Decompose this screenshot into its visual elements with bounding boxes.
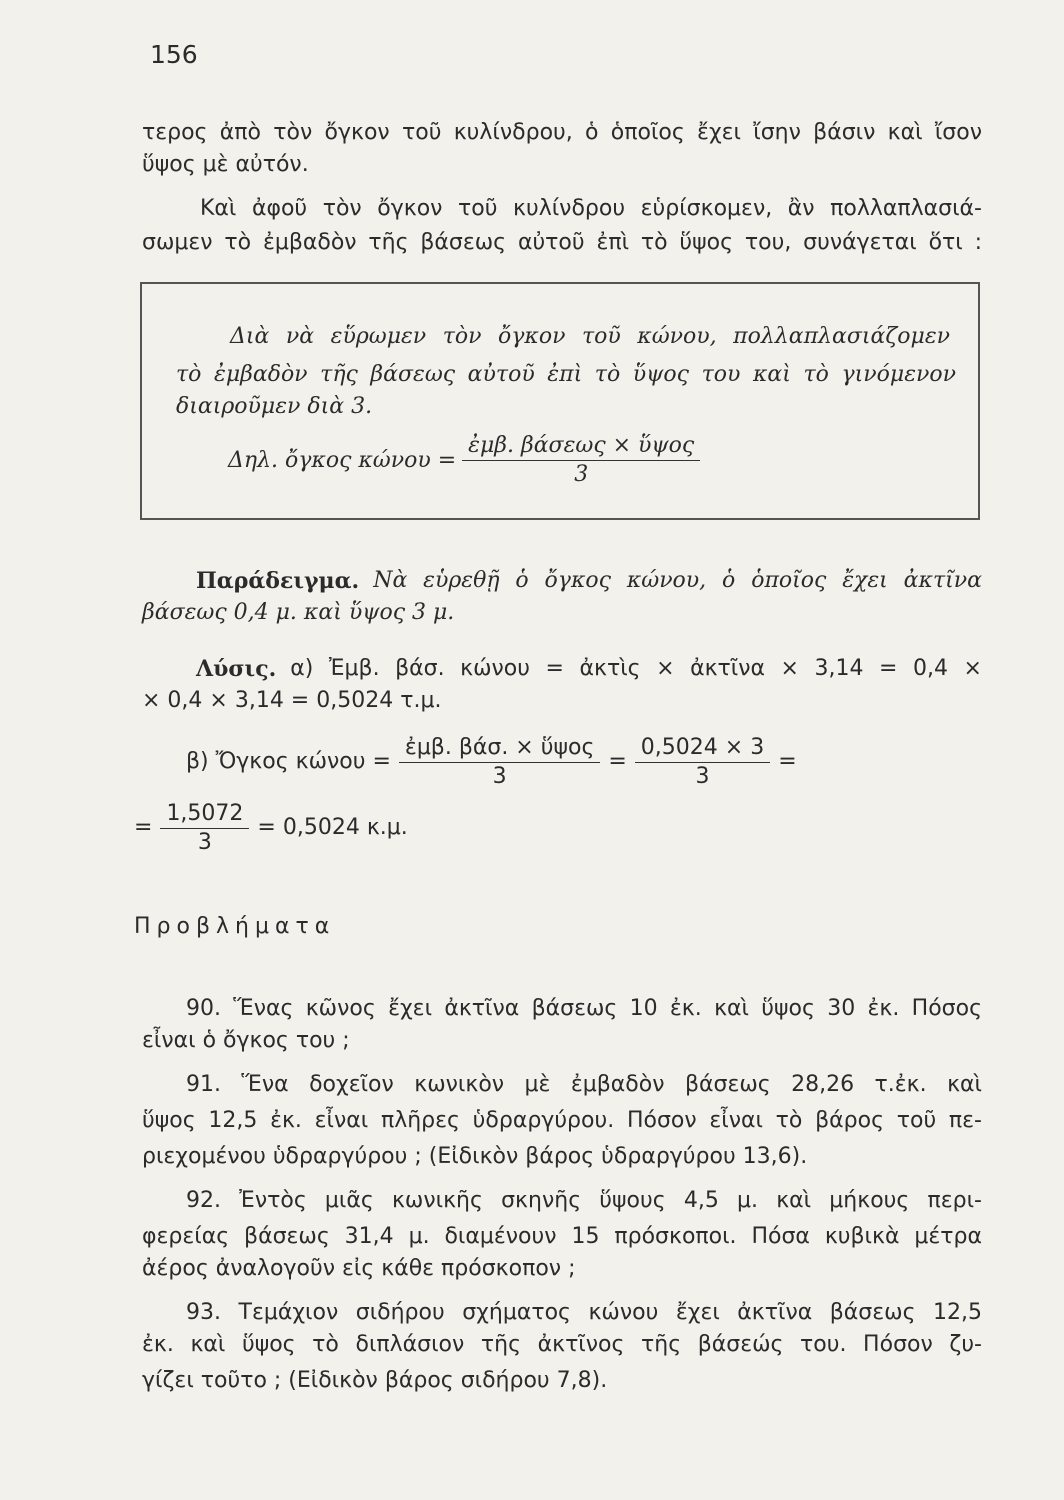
problem-91-line-1: 91. Ἕνα δοχεῖον κωνικὸν μὲ ἐμβαδὸν βάσεως 28,26 τ.ἐκ. καὶ bbox=[186, 1072, 982, 1097]
solution-b-fraction-2 bbox=[635, 734, 770, 791]
formula-lhs: Δηλ. ὄγκος κώνου = bbox=[228, 447, 457, 473]
rule-formula bbox=[228, 432, 700, 489]
formula-numerator: ἐμβ. βάσεως × ὕψος bbox=[462, 432, 700, 461]
solution-label: Λύσις. bbox=[196, 656, 277, 682]
example-label: Παράδειγμα. bbox=[196, 568, 360, 594]
equals-sign-trailing: = bbox=[778, 749, 797, 774]
problem-91-line-3: ριεχομένου ὑδραργύρου ; (Εἰδικὸν βάρος ὑδραργύρου 13,6). bbox=[142, 1144, 808, 1169]
problem-92-line-1: 92. Ἐντὸς μιᾶς κωνικῆς σκηνῆς ὕψους 4,5 μ. καὶ μήκους περι- bbox=[186, 1188, 982, 1213]
rule-line-3: διαιροῦμεν διὰ 3. bbox=[176, 394, 373, 419]
solution-c-result: = 0,5024 κ.μ. bbox=[257, 815, 408, 840]
problem-92-line-3: ἀέρος ἀναλογοῦν εἰς κάθε πρόσκοπον ; bbox=[142, 1256, 576, 1281]
intro-line-2: ὕψος μὲ αὐτόν. bbox=[142, 152, 309, 177]
fraction-1-denominator: 3 bbox=[492, 763, 507, 789]
problem-93-line-1: 93. Τεμάχιον σιδήρου σχήματος κώνου ἔχει ἀκτῖνα βάσεως 12,5 bbox=[186, 1300, 982, 1325]
problems-heading: Προβλήματα bbox=[134, 914, 336, 939]
problem-90-line-1: 90. Ἕνας κῶνος ἔχει ἀκτῖνα βάσεως 10 ἐκ. καὶ ὕψος 30 ἐκ. Πόσος bbox=[186, 996, 982, 1021]
problem-91-line-2: ὕψος 12,5 ἐκ. εἶναι πλῆρες ὑδραργύρου. Πόσον εἶναι τὸ βάρος τοῦ πε- bbox=[142, 1108, 982, 1133]
problem-93-line-3: γίζει τοῦτο ; (Εἰδικὸν βάρος σιδήρου 7,8). bbox=[142, 1368, 608, 1393]
equals-sign: = bbox=[608, 749, 627, 774]
intro-line-1: τερος ἀπὸ τὸν ὄγκον τοῦ κυλίνδρου, ὁ ὁποῖος ἔχει ἴσην βάσιν καὶ ἴσον bbox=[142, 120, 982, 145]
problem-93-line-2: ἐκ. καὶ ὕψος τὸ διπλάσιον τῆς ἀκτῖνος τῆς βάσεώς του. Πόσον ζυ- bbox=[142, 1332, 982, 1357]
solution-b-fraction-1 bbox=[399, 734, 600, 791]
solution-a-2: × 0,4 × 3,14 = 0,5024 τ.μ. bbox=[142, 688, 442, 713]
solution-c-fraction bbox=[160, 800, 249, 857]
example-line-1 bbox=[196, 566, 982, 596]
solution-line-1 bbox=[196, 654, 982, 684]
formula-denominator: 3 bbox=[574, 462, 589, 487]
page-number: 156 bbox=[150, 40, 198, 69]
fraction-3-denominator: 3 bbox=[197, 829, 212, 855]
fraction-1-numerator: ἐμβ. βάσ. × ὕψος bbox=[399, 734, 600, 763]
equals-sign-leading: = bbox=[134, 815, 153, 840]
problem-90-line-2: εἶναι ὁ ὄγκος του ; bbox=[142, 1028, 350, 1053]
rule-line-2: τὸ ἐμβαδὸν τῆς βάσεως αὐτοῦ ἐπὶ τὸ ὕψος του καὶ τὸ γινόμενον bbox=[176, 362, 956, 387]
intro-line-4: σωμεν τὸ ἐμβαδὸν τῆς βάσεως αὐτοῦ ἐπὶ τὸ ὕψος του, συνάγεται ὅτι : bbox=[142, 230, 982, 255]
problem-92-line-2: φερείας βάσεως 31,4 μ. διαμένουν 15 πρόσκοποι. Πόσα κυβικὰ μέτρα bbox=[142, 1224, 982, 1249]
solution-b-prefix: β) Ὄγκος κώνου = bbox=[186, 749, 391, 774]
rule-line-1: Διὰ νὰ εὕρωμεν τὸν ὄγκον τοῦ κώνου, πολλαπλασιάζομεν bbox=[230, 324, 950, 349]
formula-fraction bbox=[462, 432, 700, 489]
fraction-2-numerator: 0,5024 × 3 bbox=[635, 734, 770, 763]
solution-b bbox=[186, 730, 986, 794]
example-text-1: Νὰ εὑρεθῇ ὁ ὄγκος κώνου, ὁ ὁποῖος ἔχει ἀκτῖνα bbox=[373, 568, 982, 593]
rule-box bbox=[140, 282, 980, 520]
solution-a-1: α) Ἐμβ. βάσ. κώνου = ἀκτὶς × ἀκτῖνα × 3,14 = 0,4 × bbox=[290, 656, 982, 681]
fraction-3-numerator: 1,5072 bbox=[160, 800, 249, 829]
example-line-2: βάσεως 0,4 μ. καὶ ὕψος 3 μ. bbox=[142, 600, 455, 625]
solution-c bbox=[134, 796, 734, 860]
intro-line-3: Καὶ ἀφοῦ τὸν ὄγκον τοῦ κυλίνδρου εὑρίσκομεν, ἂν πολλαπλασιά- bbox=[200, 196, 982, 221]
fraction-2-denominator: 3 bbox=[695, 763, 710, 789]
